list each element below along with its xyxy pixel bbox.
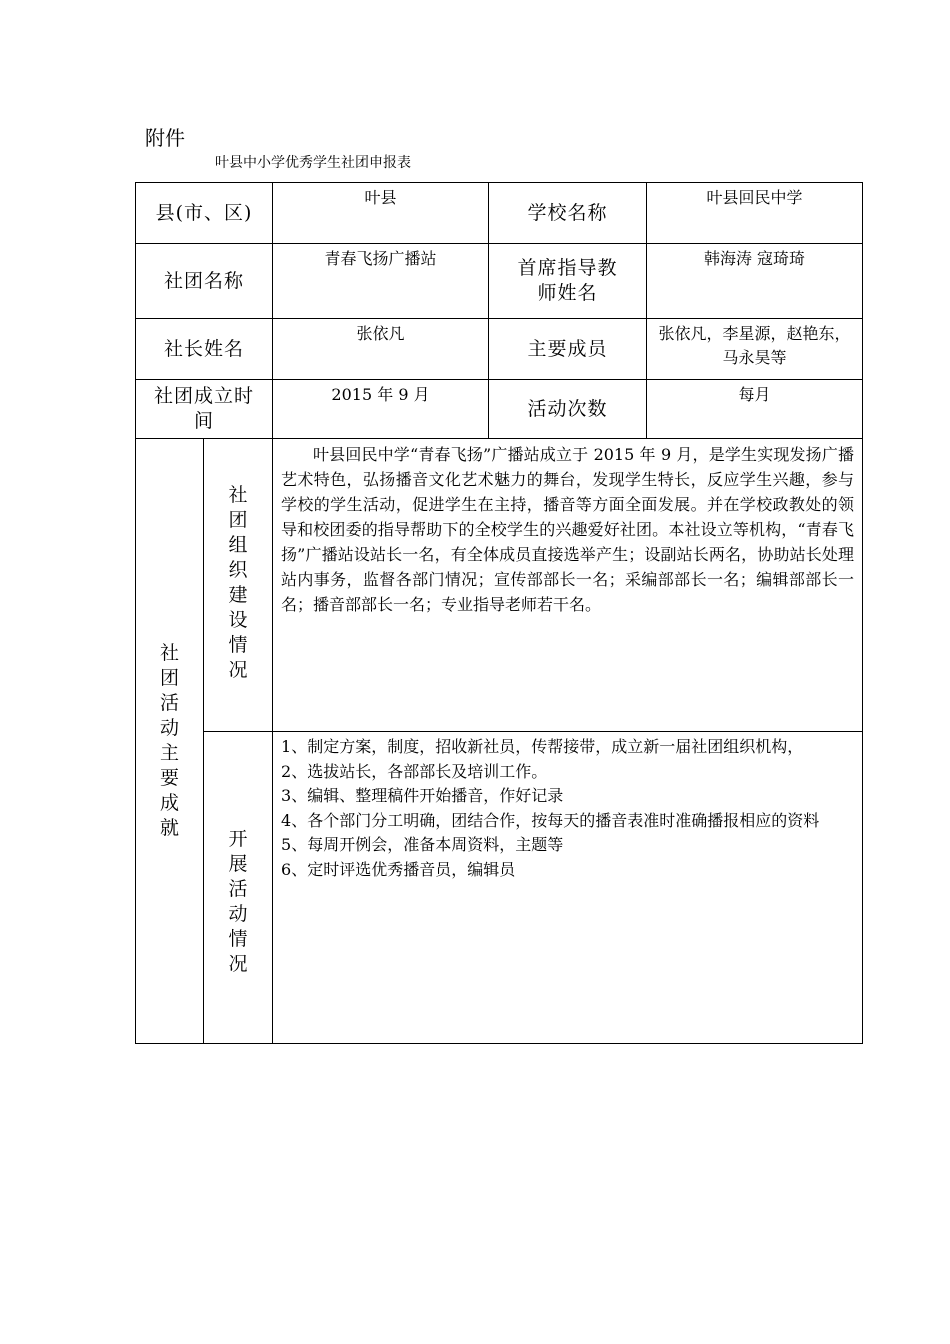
org-text: 叶县回民中学“青春飞扬”广播站成立于 2015 年 9 月，是学生实现发扬广播艺术特色，弘扬播音文化艺术魅力的舞台，发现学生特长，反应学生兴趣，参与学校的学生活动，促进学生在主持，播音等方面全面发展。并在学校政教处的领导和校团委的指导帮助下的全校学生的兴趣爱好社团。本社设立等机构，“青春飞扬”广播站设站长一名，有全体成员直接选举产生；设副站长两名，协助站长处理站内事务，监督各部门情况；宣传部部长一名；采编部部长一名；编辑部部长一名；播音部部长一名；专业指导老师若干名。 (281, 445, 855, 614)
form-title: 叶县中小学优秀学生社团申报表 (215, 155, 411, 171)
list-item: 5、每周开例会，准备本周资料，主题等 (281, 835, 564, 854)
achievements-label: 社团活动主要成就 (159, 642, 179, 839)
attachment-label: 附件 (145, 126, 185, 150)
row-founded (136, 380, 863, 439)
founded-label: 社团成立时间 (136, 380, 273, 439)
row-club-name (136, 244, 863, 319)
activity-list (273, 732, 863, 1044)
members-label: 主要成员 (489, 319, 647, 380)
row-organization (136, 439, 863, 732)
president-value: 张依凡 (273, 319, 489, 380)
row-activities (136, 732, 863, 1044)
application-form-table (135, 182, 863, 1044)
list-item: 6、定时评选优秀播音员，编辑员 (281, 859, 516, 879)
county-label: 县(市、区) (136, 183, 273, 244)
club-name-value: 青春飞扬广播站 (273, 244, 489, 319)
president-label: 社长姓名 (136, 319, 273, 380)
advisor-label: 首席指导教师姓名 (489, 244, 647, 319)
frequency-value: 每月 (647, 380, 863, 439)
advisor-value: 韩海涛 寇琦琦 (647, 244, 863, 319)
activity-label: 开展活动情况 (228, 828, 248, 975)
row-county (136, 183, 863, 244)
list-item: 4、各个部门分工明确，团结合作，按每天的播音表准时准确播报相应的资料 (281, 810, 820, 830)
row-president (136, 319, 863, 380)
members-value: 张依凡，李星源，赵艳东，马永昊等 (647, 319, 863, 380)
org-label: 社团组织建设情况 (228, 484, 248, 681)
founded-value: 2015 年 9 月 (273, 380, 489, 439)
school-label: 学校名称 (489, 183, 647, 244)
county-value: 叶县 (273, 183, 489, 244)
list-item: 1、制定方案，制度，招收新社员，传帮接带，成立新一届社团组织机构， (281, 737, 804, 756)
school-value: 叶县回民中学 (647, 183, 863, 244)
frequency-label: 活动次数 (489, 380, 647, 439)
list-item: 3、编辑、整理稿件开始播音，作好记录 (281, 786, 564, 805)
list-item: 2、选拔站长，各部部长及培训工作。 (281, 761, 548, 781)
club-name-label: 社团名称 (136, 244, 273, 319)
